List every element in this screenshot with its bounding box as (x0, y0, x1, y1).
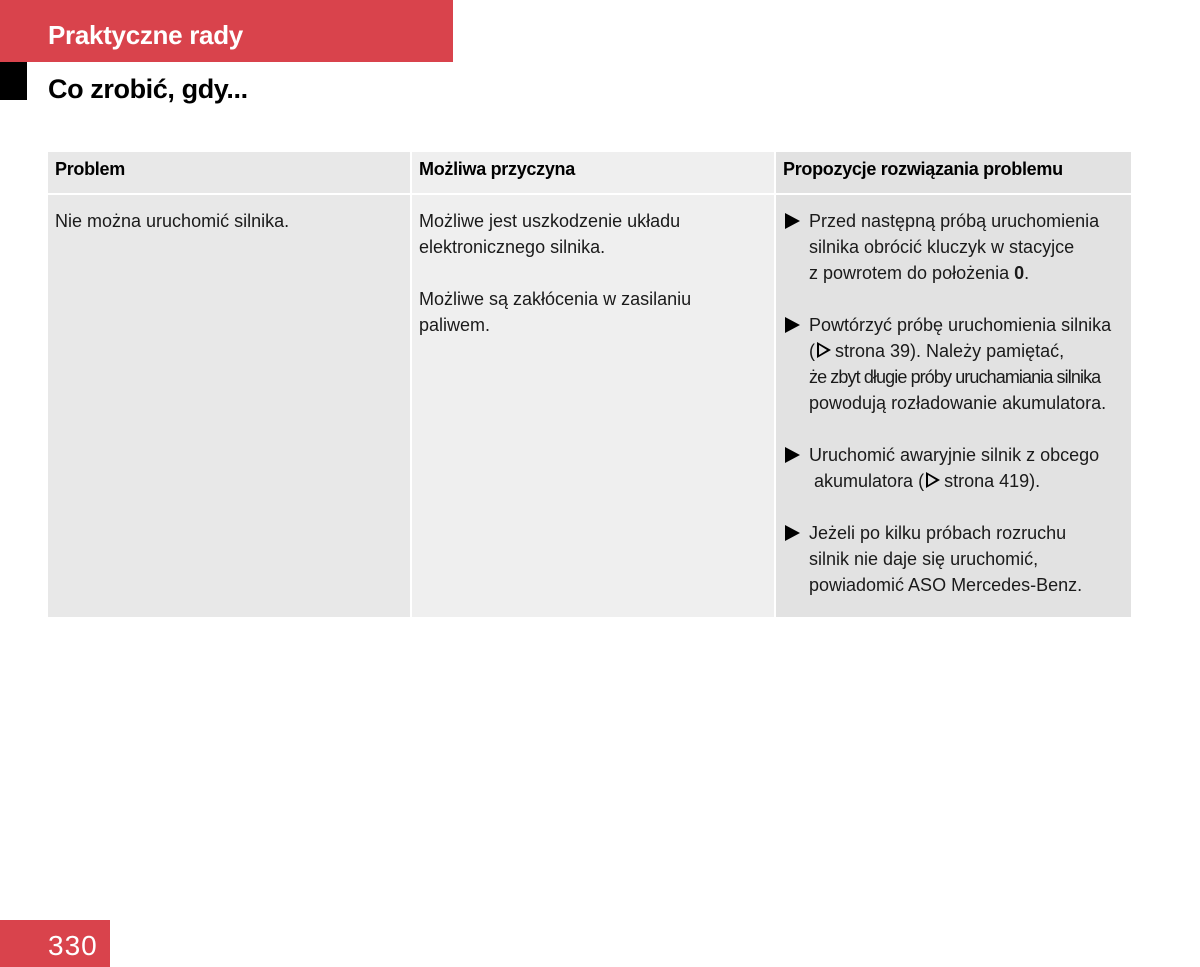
page-reference-icon (817, 342, 831, 358)
triangle-right-icon (785, 525, 800, 541)
triangle-right-icon (785, 317, 800, 333)
column-cause (412, 152, 774, 617)
solution-item: Przed następną próbą uruchomienia silnika obrócić kluczyk w stacyjce z powrotem do położenia 0. (783, 208, 1127, 286)
header-cell-problem (48, 152, 410, 195)
solution-cell (783, 208, 1127, 624)
header-cell-solution (776, 152, 1131, 195)
header-cell-cause (412, 152, 774, 195)
page-reference-icon (926, 472, 940, 488)
triangle-right-icon (785, 447, 800, 463)
page-number: 330 (48, 930, 98, 961)
section-title: Praktyczne rady (48, 20, 243, 50)
column-header-solution: Propozycje rozwiązania problemu (783, 159, 1063, 179)
triangle-right-icon (785, 213, 800, 229)
column-header-cause: Możliwa przyczyna (419, 159, 575, 179)
problem-text: Nie można uruchomić silnika. (55, 211, 290, 231)
page-title: Co zrobić, gdy... (48, 74, 248, 104)
solution-item: Uruchomić awaryjnie silnik z obcego akumulatora ( strona 419). (783, 442, 1127, 494)
solution-item: Jeżeli po kilku próbach rozruchu silnik nie daje się uruchomić, powiadomić ASO Mercedes-Benz. (783, 520, 1127, 598)
cause-cell (419, 208, 719, 364)
cause-text: Możliwe są zakłócenia w zasilaniu paliwem. (419, 289, 692, 335)
cause-text: Możliwe jest uszkodzenie układu elektronicznego silnika. (419, 211, 681, 257)
chapter-marker (0, 62, 27, 100)
column-problem (48, 152, 410, 617)
problem-cell (55, 208, 406, 260)
troubleshooting-table (48, 152, 1131, 617)
solution-item: Powtórzyć próbę uruchomienia silnika ( strona 39). Należy pamiętać, że zbyt długie próby uruchamiania silnika powodują rozładowanie akumulatora. (783, 312, 1127, 416)
column-header-problem: Problem (55, 159, 125, 179)
column-solution (776, 152, 1131, 617)
